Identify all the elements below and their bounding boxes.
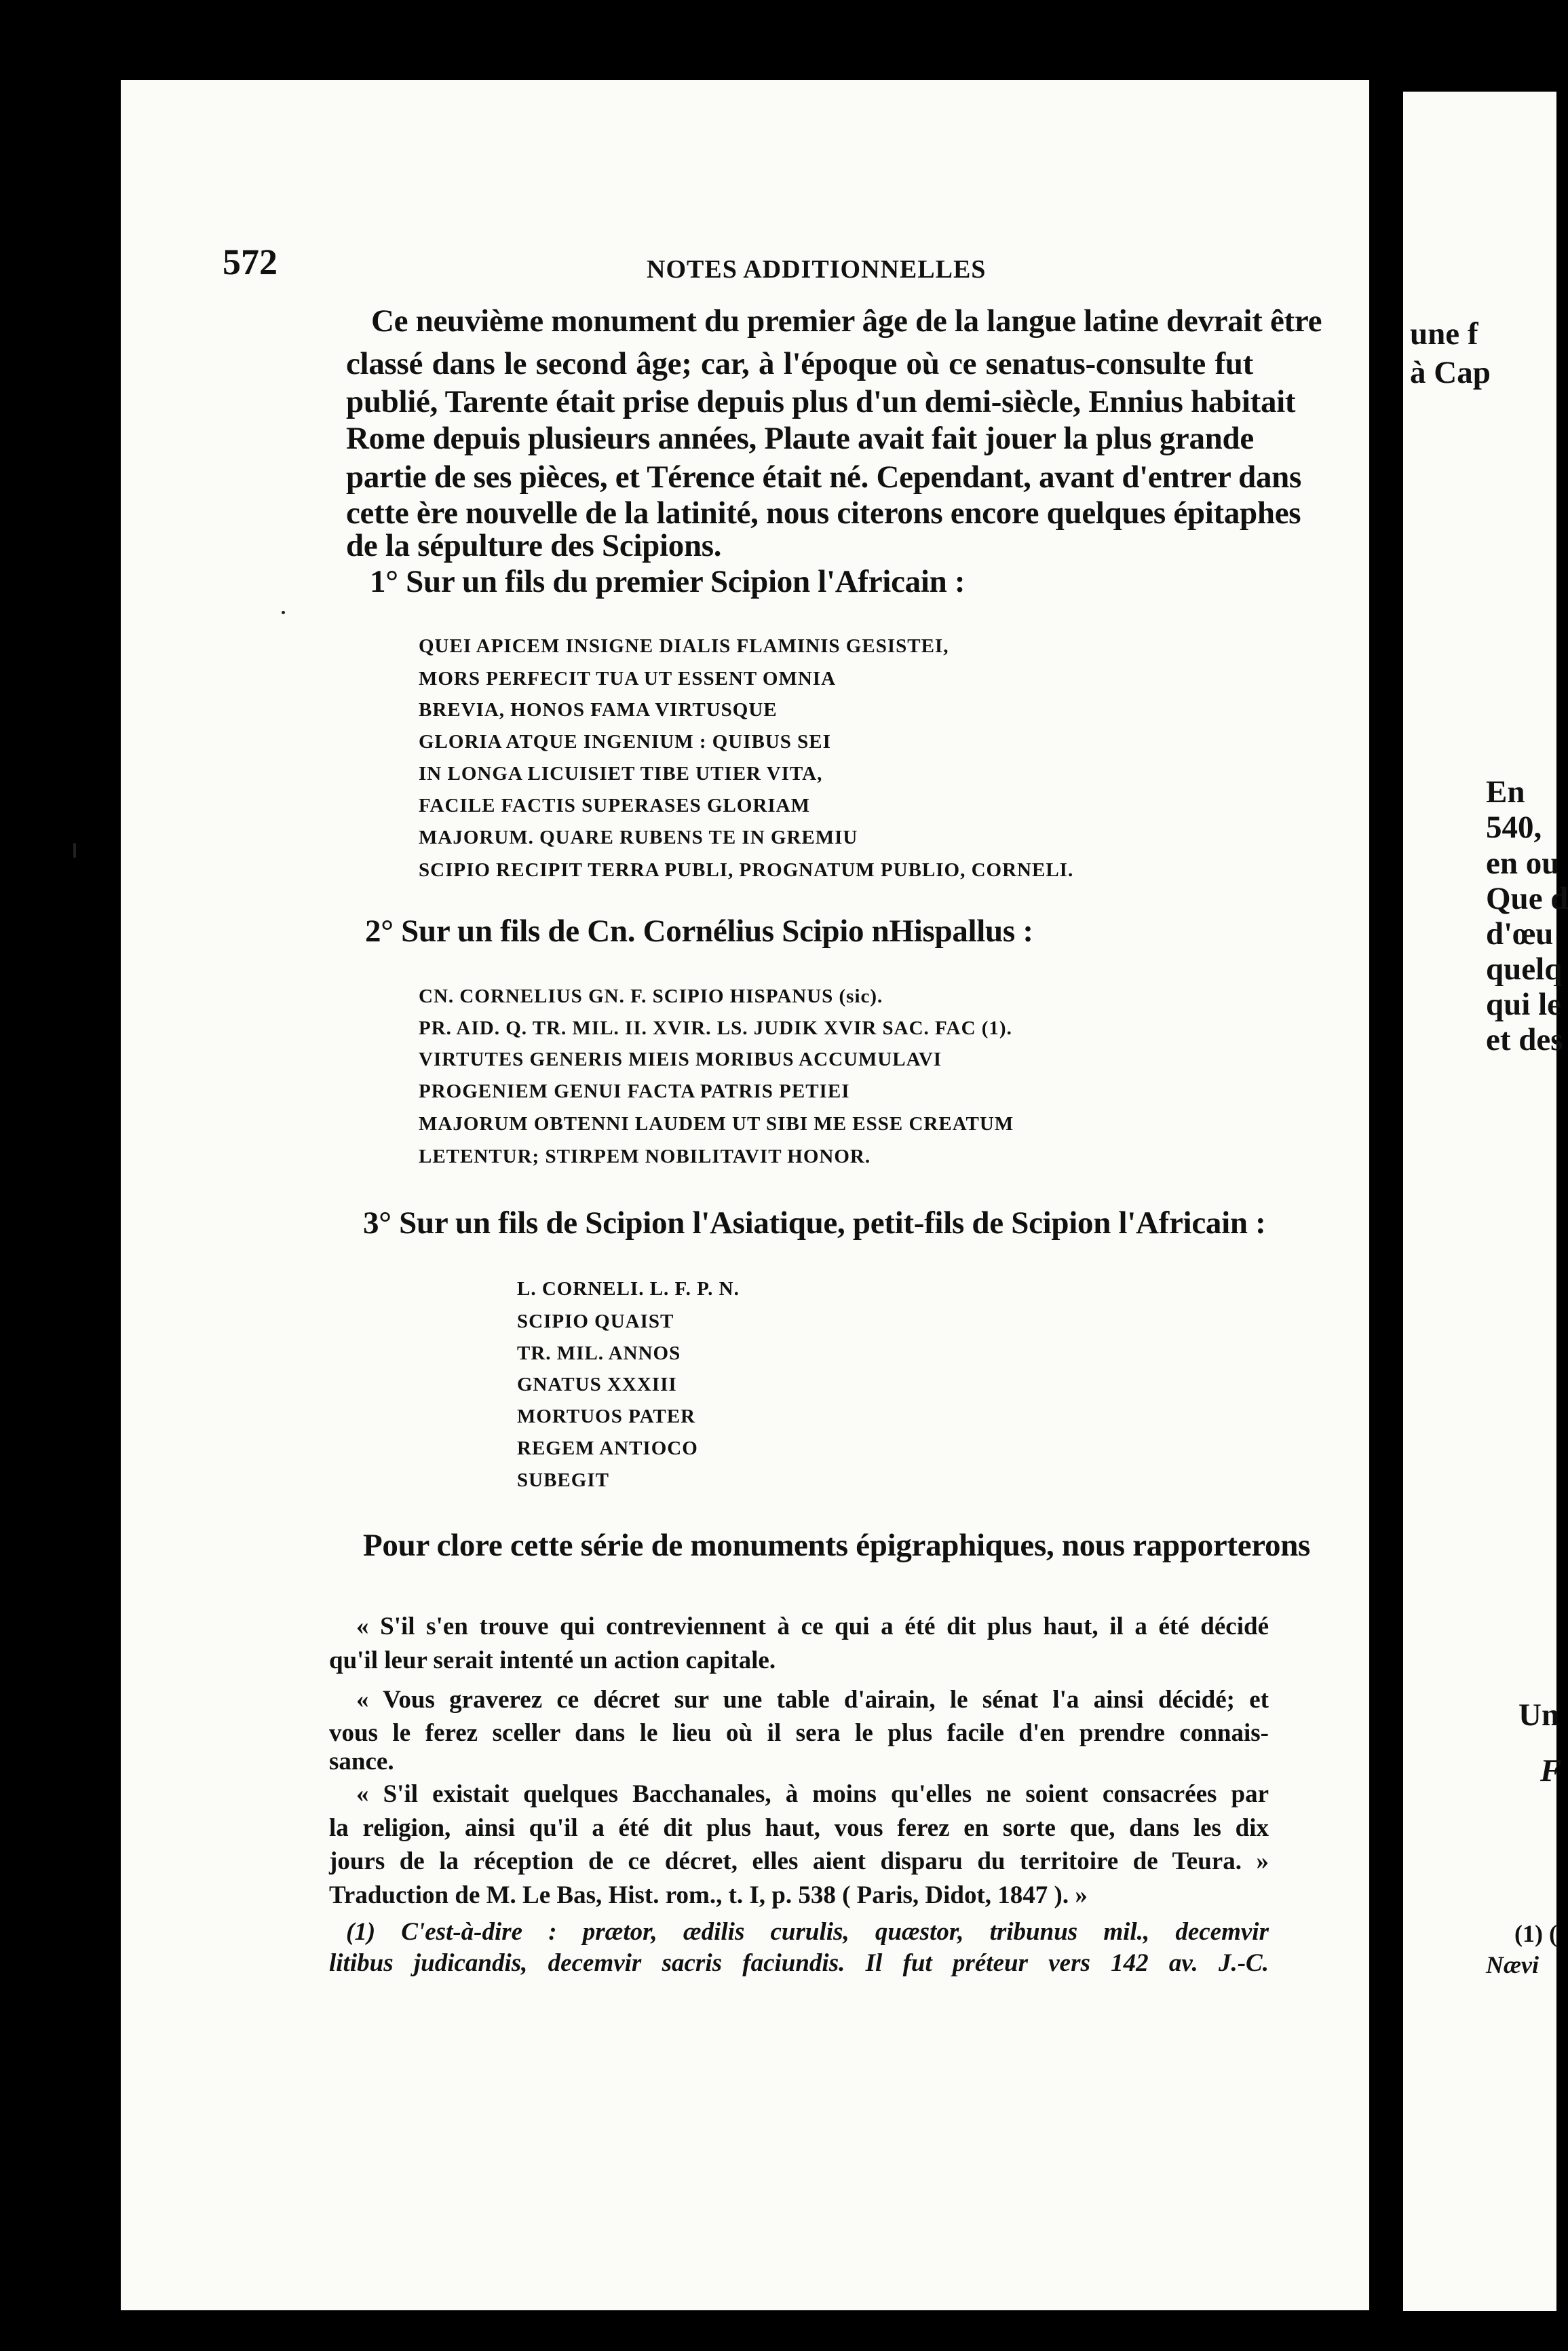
facing-page-text: Que d [1486,881,1568,916]
quote-line: Traduction de M. Le Bas, Hist. rom., t. I, p. 538 ( Paris, Didot, 1847 ). » [329,1881,1088,1909]
section-3-heading: 3° Sur un fils de Scipion l'Asiatique, petit-fils de Scipion l'Africain : [363,1205,1266,1241]
inscription-2-line: LETENTUR; STIRPEM NOBILITAVIT HONOR. [419,1146,871,1167]
quote-line: la religion, ainsi qu'il a été dit plus haut, vous ferez en sorte que, dans les dix [329,1814,1269,1842]
inscription-3-line: GNATUS XXXIII [517,1374,677,1395]
closing-line: Pour clore cette série de monuments épigraphiques, nous rapporterons [363,1528,1311,1563]
inscription-3-line: MORTUOS PATER [517,1406,696,1427]
facing-page-text: quelq [1486,952,1563,987]
book-gutter [1369,80,1403,2310]
facing-page-text: qui le [1486,987,1562,1022]
running-title: NOTES ADDITIONNELLES [647,255,987,284]
inscription-2-line: CN. CORNELIUS GN. F. SCIPIO HISPANUS (sic). [419,985,883,1007]
scan-speck [282,611,285,614]
facing-page-text: Un [1518,1697,1560,1733]
inscription-1-line: IN LONGA LICUISIET TIBE UTIER VITA, [419,763,823,785]
quote-line: « S'il s'en trouve qui contreviennent à ce qui a été dit plus haut, il a été décidé [356,1613,1269,1640]
inscription-2-line: PROGENIEM GENUI FACTA PATRIS PETIEI [419,1080,850,1102]
quote-line: « Vous graverez ce décret sur une table d'airain, le sénat l'a ainsi décidé; et [356,1686,1269,1714]
scan-speck [73,843,76,858]
intro-line-1: Ce neuvième monument du premier âge de la langue latine devrait être [371,303,1322,339]
facing-page-text: d'œu [1486,916,1554,952]
inscription-1-line: FACILE FACTIS SUPERASES GLORIAM [419,795,810,816]
intro-line-6: cette ère nouvelle de la latinité, nous citerons encore quelques épitaphes [346,495,1301,531]
page-number: 572 [223,242,278,282]
facing-page-text: en ou [1486,846,1560,881]
section-2-heading: 2° Sur un fils de Cn. Cornélius Scipio nHispallus : [365,914,1033,949]
quote-line: vous le ferez sceller dans le lieu où il sera le plus facile d'en prendre connais- [329,1719,1269,1747]
quote-line: jours de la réception de ce décret, elles aient disparu du territoire de Teura. » [329,1847,1269,1875]
inscription-1-line: MORS PERFECIT TUA UT ESSENT OMNIA [419,668,837,690]
facing-page-text: à Cap [1410,355,1491,390]
facing-page-text: F [1540,1753,1562,1788]
inscription-1-line: BREVIA, HONOS FAMA VIRTUSQUE [419,699,778,721]
facing-page-text: 540, [1486,810,1542,845]
facing-page-text: et des [1486,1022,1563,1057]
intro-line-4: Rome depuis plusieurs années, Plaute avait fait jouer la plus grande [346,421,1254,456]
inscription-3-line: TR. MIL. ANNOS [517,1342,681,1364]
intro-line-7: de la sépulture des Scipions. [346,528,722,563]
quote-line: qu'il leur serait intenté un action capitale. [329,1647,776,1674]
facing-page-text: une f [1410,316,1478,352]
inscription-3-line: SCIPIO QUAIST [517,1311,674,1332]
inscription-1-line: GLORIA ATQUE INGENIUM : QUIBUS SEI [419,731,831,753]
quote-line: « S'il existait quelques Bacchanales, à moins qu'elles ne soient consacrées par [356,1780,1269,1808]
facing-page-text: En [1486,774,1525,810]
inscription-1-line: MAJORUM. QUARE RUBENS TE IN GREMIU [419,827,858,848]
intro-line-2: classé dans le second âge; car, à l'époque où ce senatus-consulte fut [346,346,1253,381]
facing-page-text: Nævi [1486,1951,1539,1978]
section-1-heading: 1° Sur un fils du premier Scipion l'Africain : [370,564,965,599]
footnote-line-2: litibus judicandis, decemvir sacris faciundis. Il fut préteur vers 142 av. J.-C. [329,1949,1269,1977]
inscription-3-line: L. CORNELI. L. F. P. N. [517,1278,740,1300]
intro-line-3: publié, Tarente était prise depuis plus d'un demi-siècle, Ennius habitait [346,384,1296,419]
inscription-1-line: QUEI APICEM INSIGNE DIALIS FLAMINIS GESISTEI, [419,635,949,657]
inscription-3-line: SUBEGIT [517,1469,609,1491]
inscription-2-line: MAJORUM OBTENNI LAUDEM UT SIBI ME ESSE CREATUM [419,1113,1014,1135]
inscription-3-line: REGEM ANTIOCO [517,1437,698,1459]
inscription-2-line: VIRTUTES GENERIS MIEIS MORIBUS ACCUMULAVI [419,1049,942,1070]
intro-line-5: partie de ses pièces, et Térence était né. Cependant, avant d'entrer dans [346,459,1301,495]
inscription-1-line: SCIPIO RECIPIT TERRA PUBLI, PROGNATUM PUBLIO, CORNELI. [419,859,1074,881]
facing-page-text: (1) ( [1514,1920,1557,1947]
quote-line: sance. [329,1748,394,1775]
inscription-2-line: PR. AID. Q. TR. MIL. II. XVIR. LS. JUDIK XVIR SAC. FAC (1). [419,1017,1012,1039]
footnote-line-1: (1) C'est-à-dire : prætor, ædilis curulis, quæstor, tribunus mil., decemvir [346,1918,1269,1946]
